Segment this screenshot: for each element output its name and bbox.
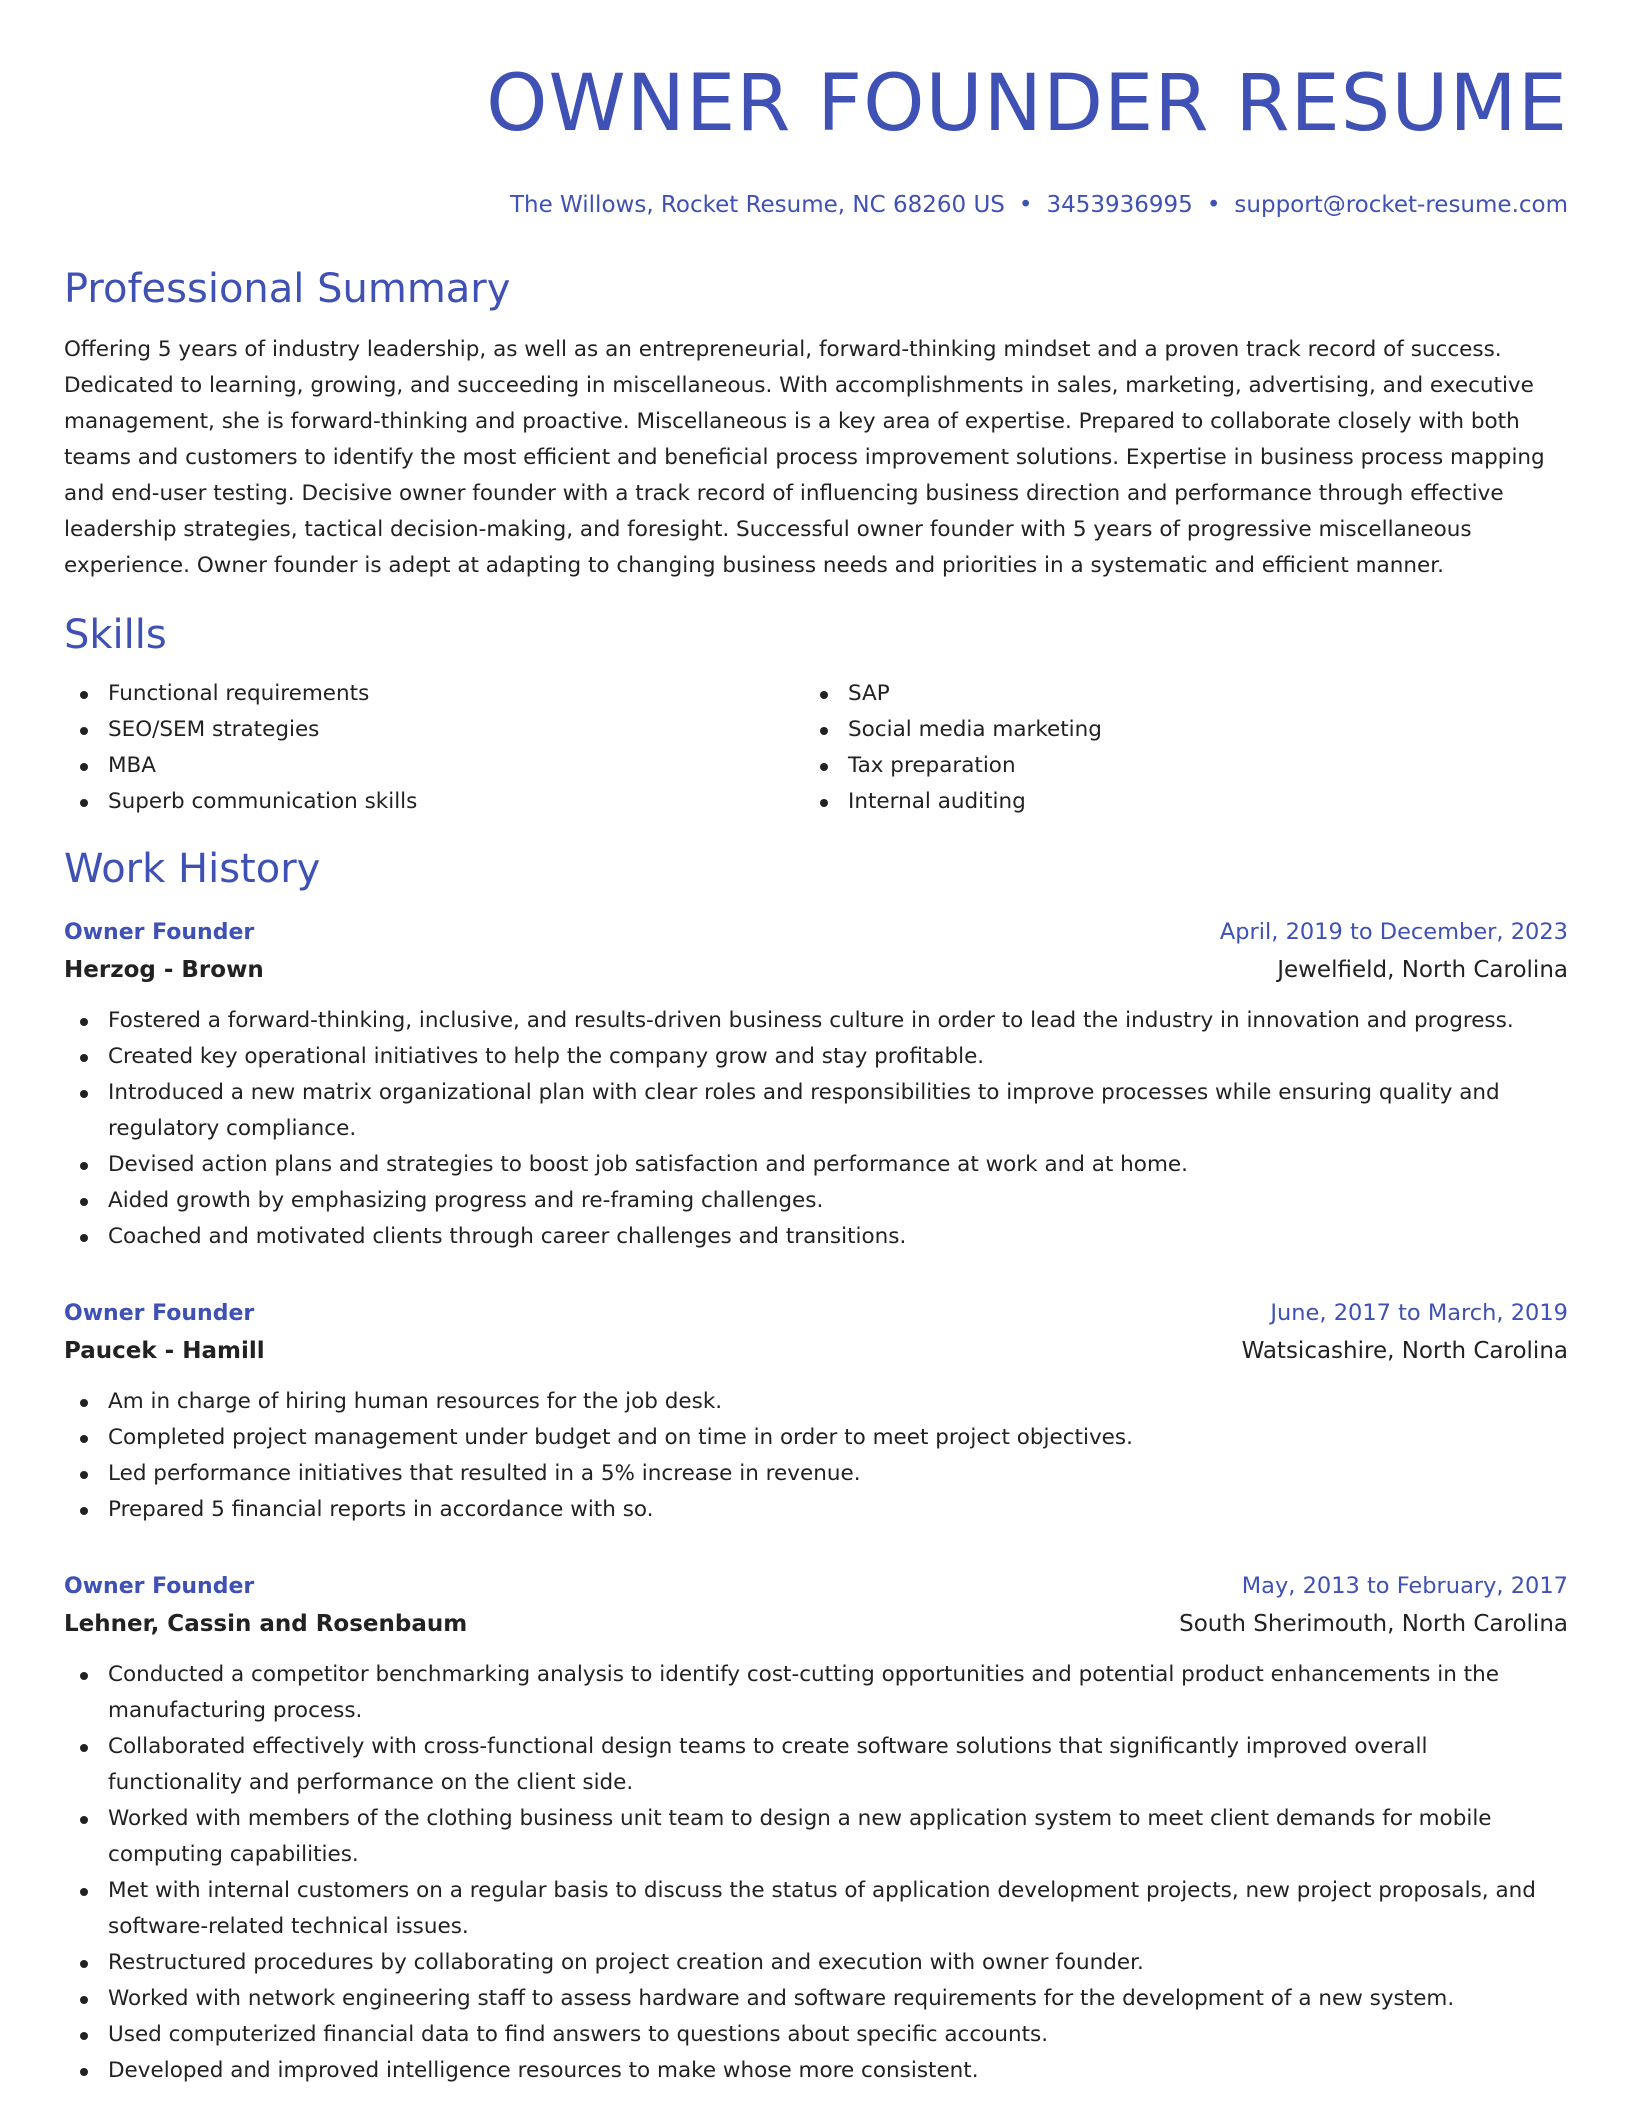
job-dates: April, 2019 to December, 2023 (1219, 919, 1568, 945)
job-dates: June, 2017 to March, 2019 (1270, 1300, 1568, 1326)
job-subheader (64, 1332, 1568, 1370)
job-header (64, 914, 1568, 951)
job-subheader (64, 951, 1568, 989)
contact-separator: • (1206, 192, 1221, 218)
address: The Willows, Rocket Resume, NC 68260 US (509, 192, 1005, 218)
job-entry (64, 1295, 1568, 1528)
job-entry (64, 914, 1568, 1255)
job-bullets (64, 1003, 1568, 1255)
job-bullet: Created key operational initiatives to help the company grow and stay profitable. (64, 1039, 1568, 1075)
summary-text: Offering 5 years of industry leadership, as well as an entrepreneurial, forward-thinking mindset and a proven track record of success. Dedicated to learning, growing, and succeeding in miscellaneous. With accomplishments in sales, marketing, advertising, and executive management, she is forward-thinking and proactive. Miscellaneous is a key area of expertise. Prepared to collaborate closely with both teams and customers to identify the most efficient and beneficial process improvement solutions. Expertise in business process mapping and end-user testing. Decisive owner founder with a track record of influencing business direction and performance through effective leadership strategies, tactical decision-making, and foresight. Successful owner founder with 5 years of progressive miscellaneous experience. Owner founder is adept at adapting to changing business needs and priorities in a systematic and efficient manner. (64, 337, 1545, 578)
job-bullet: Collaborated effectively with cross-functional design teams to create software solutions that significantly improved overall functionality and performance on the client side. (64, 1729, 1568, 1801)
job-bullet: Worked with members of the clothing business unit team to design a new application system to meet client demands for mobile computing capabilities. (64, 1801, 1568, 1873)
job-bullet: Introduced a new matrix organizational plan with clear roles and responsibilities to improve processes while ensuring quality and regulatory compliance. (64, 1075, 1568, 1147)
job-title: Owner Founder (64, 1574, 255, 1599)
skills-list (64, 676, 1568, 820)
skill-item: Functional requirements (64, 676, 804, 712)
job-bullets (64, 1384, 1568, 1528)
work-history-heading: Work History (64, 846, 321, 892)
summary-heading: Professional Summary (64, 266, 511, 312)
job-bullet: Aided growth by emphasizing progress and re-framing challenges. (64, 1183, 1568, 1219)
email: support@rocket-resume.com (1234, 192, 1568, 218)
skill-item: SAP (804, 676, 1544, 712)
job-title: Owner Founder (64, 1301, 255, 1326)
job-bullet: Conducted a competitor benchmarking analysis to identify cost-cutting opportunities and potential product enhancements in the manufacturing process. (64, 1657, 1568, 1729)
phone: 3453936995 (1046, 192, 1193, 218)
job-bullet: Used computerized financial data to find answers to questions about specific accounts. (64, 2017, 1568, 2053)
job-header (64, 1568, 1568, 1605)
contact-line (64, 190, 1568, 220)
company-name: Lehner, Cassin and Rosenbaum (64, 1611, 468, 1637)
job-bullets (64, 1657, 1568, 2089)
skills-column-left (64, 676, 804, 820)
job-bullet: Led performance initiatives that resulted in a 5% increase in revenue. (64, 1456, 1568, 1492)
job-bullet: Prepared 5 financial reports in accordance with so. (64, 1492, 1568, 1528)
skill-item: Internal auditing (804, 784, 1544, 820)
skills-heading: Skills (64, 612, 167, 658)
job-bullet: Am in charge of hiring human resources for the job desk. (64, 1384, 1568, 1420)
resume-name: OWNER FOUNDER RESUME (486, 59, 1568, 149)
skill-item: Tax preparation (804, 748, 1544, 784)
job-bullet: Devised action plans and strategies to boost job satisfaction and performance at work and at home. (64, 1147, 1568, 1183)
job-location: Watsicashire, North Carolina (1241, 1338, 1568, 1364)
skill-item: Superb communication skills (64, 784, 804, 820)
job-bullet: Fostered a forward-thinking, inclusive, and results-driven business culture in order to lead the industry in innovation and progress. (64, 1003, 1568, 1039)
job-dates: May, 2013 to February, 2017 (1241, 1573, 1568, 1599)
job-bullet: Developed and improved intelligence resources to make whose more consistent. (64, 2053, 1568, 2089)
skills-column-right (804, 676, 1544, 820)
job-bullet: Coached and motivated clients through career challenges and transitions. (64, 1219, 1568, 1255)
job-bullet: Worked with network engineering staff to assess hardware and software requirements for the development of a new system. (64, 1981, 1568, 2017)
job-location: Jewelfield, North Carolina (1277, 957, 1568, 983)
job-bullet: Completed project management under budget and on time in order to meet project objectives. (64, 1420, 1568, 1456)
job-title: Owner Founder (64, 920, 255, 945)
job-entry (64, 1568, 1568, 2089)
job-header (64, 1295, 1568, 1332)
skill-item: MBA (64, 748, 804, 784)
company-name: Herzog - Brown (64, 957, 264, 983)
contact-separator: • (1018, 192, 1033, 218)
company-name: Paucek - Hamill (64, 1338, 265, 1364)
job-location: South Sherimouth, North Carolina (1179, 1611, 1568, 1637)
job-subheader (64, 1605, 1568, 1643)
skill-item: Social media marketing (804, 712, 1544, 748)
skill-item: SEO/SEM strategies (64, 712, 804, 748)
job-bullet: Restructured procedures by collaborating on project creation and execution with owner founder. (64, 1945, 1568, 1981)
job-bullet: Met with internal customers on a regular basis to discuss the status of application development projects, new project proposals, and software-related technical issues. (64, 1873, 1568, 1945)
